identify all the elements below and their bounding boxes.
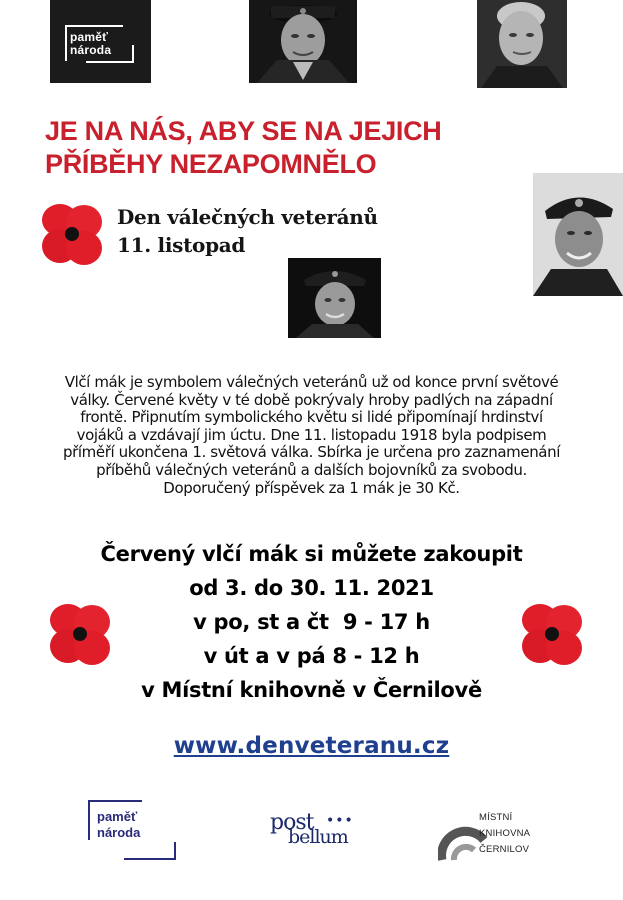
pb-post: post <box>270 810 314 835</box>
para-line: vojáků a vzdávají jim úctu. Dne 11. listopadu 1918 byla podpisem <box>76 425 547 444</box>
sale-info <box>50 537 573 707</box>
pb-dots: ••• <box>326 813 354 829</box>
pamet-naroda-logo-bottom <box>88 800 180 864</box>
poppy-icon <box>520 600 584 668</box>
website-link-container <box>0 733 623 759</box>
library-line2: KNIHOVNA <box>479 828 531 839</box>
veteran-portrait <box>249 0 357 83</box>
veteran-portrait <box>477 0 567 88</box>
post-bellum-logo <box>270 810 365 850</box>
website-link[interactable]: www.denveteranu.cz <box>173 733 450 759</box>
veteran-portrait <box>288 258 381 338</box>
pb-bellum: bellum <box>288 826 348 848</box>
sale-line: v Místní knihovně v Černilově <box>141 678 482 702</box>
para-line: příběhů válečných veteránů a dalších bojovníků za svobodu. <box>96 460 527 479</box>
logo-top-line1: paměť <box>70 30 109 44</box>
headline-line2: PŘÍBĚHY NEZAPOMNĚLO <box>45 149 377 179</box>
subhead-line1: Den válečných veteránů <box>117 205 378 229</box>
para-line: příměří ukončena 1. světová válka. Sbírka je určena pro zaznamenání <box>63 443 560 462</box>
logo-top-line2: národa <box>70 43 112 57</box>
pn-bottom-line1: paměť <box>97 809 138 824</box>
headline <box>45 115 515 181</box>
sale-line: Červený vlčí mák si můžete zakoupit <box>100 542 523 566</box>
para-line: války. Červené květy v té době pokrývaly hroby padlých na západní <box>70 390 553 409</box>
event-subheading <box>117 203 378 259</box>
poppy-icon <box>48 600 112 668</box>
para-line: Doporučený příspěvek za 1 mák je 30 Kč. <box>163 478 460 497</box>
poppy-icon <box>40 200 104 268</box>
library-logo <box>438 800 553 870</box>
sale-line: v po, st a čt 9 - 17 h <box>193 610 430 634</box>
subhead-line2: 11. listopad <box>117 233 246 257</box>
library-line1: MÍSTNÍ <box>479 812 513 823</box>
pamet-naroda-logo-top <box>50 0 151 83</box>
para-line: frontě. Připnutím symbolického květu si lidé připomínají hrdinství <box>80 408 543 427</box>
para-line: Vlčí mák je symbolem válečných veteránů už od konce první světové <box>64 373 559 391</box>
library-line3: ČERNILOV <box>479 844 530 855</box>
veteran-portrait <box>533 173 623 296</box>
info-paragraph <box>30 374 593 497</box>
pn-bottom-line2: národa <box>97 825 141 840</box>
headline-line1: JE NA NÁS, ABY SE NA JEJICH <box>45 116 442 146</box>
sale-line: v út a v pá 8 - 12 h <box>203 644 420 668</box>
sale-line: od 3. do 30. 11. 2021 <box>189 576 434 600</box>
